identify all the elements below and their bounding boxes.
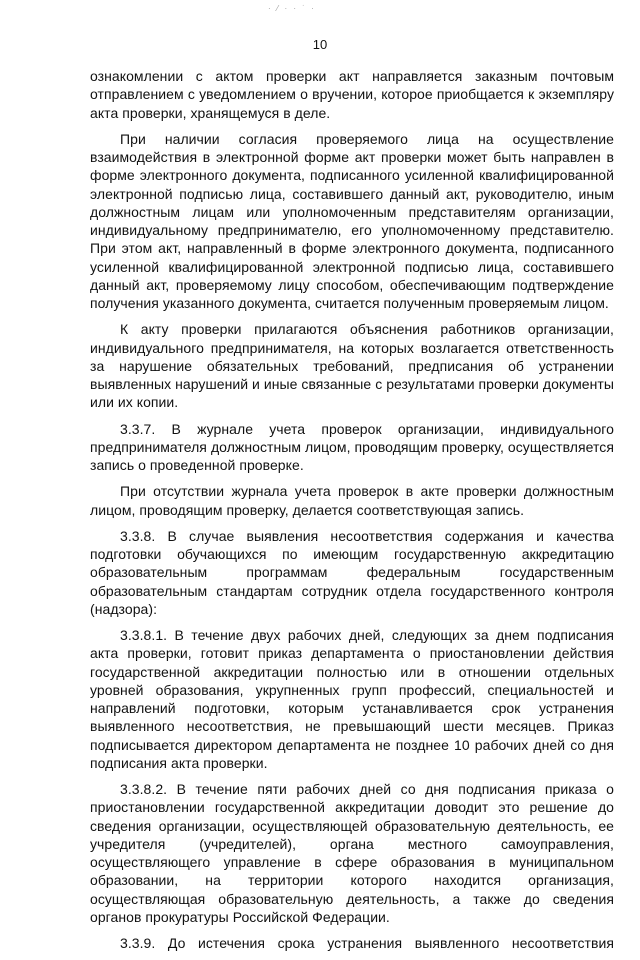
paragraph: ознакомлении с актом проверки акт направляется заказным почтовым отправлением с уведомлением о вручении, которое приобщается к экземпляру акта проверки, хранящемуся в деле. xyxy=(90,68,614,121)
paragraph: 3.3.8.1. В течение двух рабочих дней, следующих за днем подписания акта проверки, готовит приказ департамента о приостановлении действия государственной аккредитации полностью или в отношении отдельных уровней образования, укрупненных групп профессий, специальностей и направлений подготовки, которым устанавливается срок устранения выявленного несоответствия, не превышающий шести месяцев. Приказ подписывается директором департамента не позднее 10 рабочих дней со дня подписания акта проверки. xyxy=(90,627,614,771)
document-body xyxy=(90,67,614,960)
paragraph: При отсутствии журнала учета проверок в акте проверки должностным лицом, проводящим проверку, делается соответствующая запись. xyxy=(90,483,614,518)
paragraph: При наличии согласия проверяемого лица на осуществление взаимодействия в электронной форме акт проверки может быть направлен в форме электронного документа, подписанного усиленной квалифицированной электронной подписью лица, составившего данный акт, руководителю, иным должностным лицам или уполномоченным представителям организации, индивидуальному предпринимателю, его уполномоченному представителю. При этом акт, направленный в форме электронного документа, подписанного усиленной квалифицированной электронной подписью лица, составившего данный акт, проверяемому лицу способом, обеспечивающим подтверждение получения указанного документа, считается полученным проверяемым лицом. xyxy=(90,130,614,311)
paragraph: 3.3.8. В случае выявления несоответствия содержания и качества подготовки обучающихся по имеющим государственную аккредитацию образовательным программам федеральным государственным образовательным стандартам сотрудник отдела государственного контроля (надзора): xyxy=(90,527,614,617)
paragraph: 3.3.9. До истечения срока устранения выявленного несоответствия xyxy=(120,935,614,951)
paragraph: 3.3.7. В журнале учета проверок организации, индивидуального предпринимателя должностным лицом, проводящим проверку, осуществляется запись о проведенной проверке. xyxy=(90,420,614,473)
scan-artifact: · ⁄ · · ˙ · xyxy=(268,4,316,13)
paragraph: 3.3.8.2. В течение пяти рабочих дней со дня подписания приказа о приостановлении государственной аккредитации доводит это решение до сведения организации, осуществляющей образовательную деятельность, ее учредителя (учредителей), органа местного самоуправления, осуществляющего управление в сфере образования в муниципальном образовании, на территории которого находится организация, осуществляющая образовательную деятельность, а также до сведения органов прокуратуры Российской Федерации. xyxy=(90,781,614,925)
page-number: 10 xyxy=(312,37,328,52)
paragraph: К акту проверки прилагаются объяснения работников организации, индивидуального предпринимателя, на которых возлагается ответственность за нарушение обязательных требований, предписания об устранении выявленных нарушений и иные связанные с результатами проверки документы или их копии. xyxy=(90,321,614,411)
